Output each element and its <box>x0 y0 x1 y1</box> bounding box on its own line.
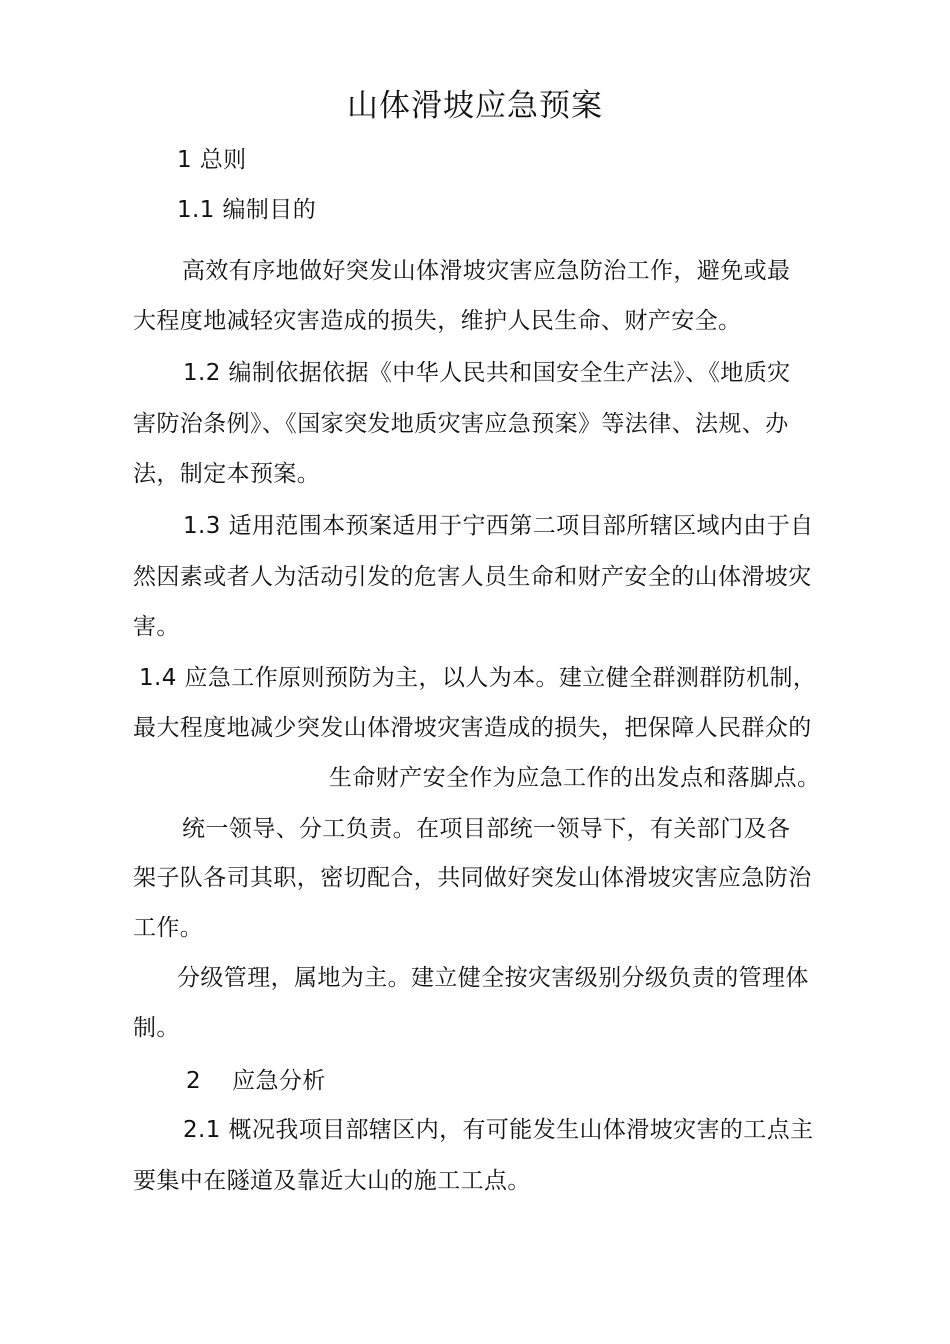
paragraph-line: 架子队各司其职，密切配合，共同做好突发山体滑坡灾害应急防治 <box>133 865 812 891</box>
paragraph-line: 1.3 适用范围本预案适用于宁西第二项目部所辖区域内由于自 <box>183 513 814 539</box>
paragraph-line: 害防治条例》、《国家突发地质灾害应急预案》等法律、法规、办 <box>133 411 789 437</box>
paragraph-line: 最大程度地减少突发山体滑坡灾害造成的损失，把保障人民群众的 <box>133 715 812 741</box>
heading-analysis: 2 应急分析 <box>186 1068 326 1094</box>
heading-purpose: 1.1 编制目的 <box>177 197 317 223</box>
paragraph-line: 1.2 编制依据依据《中华人民共和国安全生产法》、《地质灾 <box>183 360 791 386</box>
paragraph-line: 工作。 <box>133 915 204 941</box>
paragraph-line: 高效有序地做好突发山体滑坡灾害应急防治工作，避免或最 <box>182 258 791 284</box>
paragraph-line: 法，制定本预案。 <box>133 461 321 487</box>
heading-general: 1 总则 <box>177 147 247 173</box>
paragraph-line: 分级管理，属地为主。建立健全按灾害级别分级负责的管理体 <box>177 965 809 991</box>
paragraph-line: 统一领导、分工负责。在项目部统一领导下，有关部门及各 <box>182 816 791 842</box>
paragraph-line: 大程度地减轻灾害造成的损失，维护人民生命、财产安全。 <box>133 308 742 334</box>
paragraph-line: 要集中在隧道及靠近大山的施工工点。 <box>133 1168 531 1194</box>
paragraph-line: 2.1 概况我项目部辖区内，有可能发生山体滑坡灾害的工点主 <box>183 1117 814 1143</box>
paragraph-line: 制。 <box>133 1015 180 1041</box>
paragraph-line: 然因素或者人为活动引发的危害人员生命和财产安全的山体滑坡灾 <box>133 564 812 590</box>
paragraph-line: 害。 <box>133 614 180 640</box>
paragraph-line: 1.4 应急工作原则预防为主，以人为本。建立健全群测群防机制， <box>139 665 817 691</box>
document-title: 山体滑坡应急预案 <box>347 88 603 124</box>
paragraph-line: 生命财产安全作为应急工作的出发点和落脚点。 <box>329 765 821 791</box>
